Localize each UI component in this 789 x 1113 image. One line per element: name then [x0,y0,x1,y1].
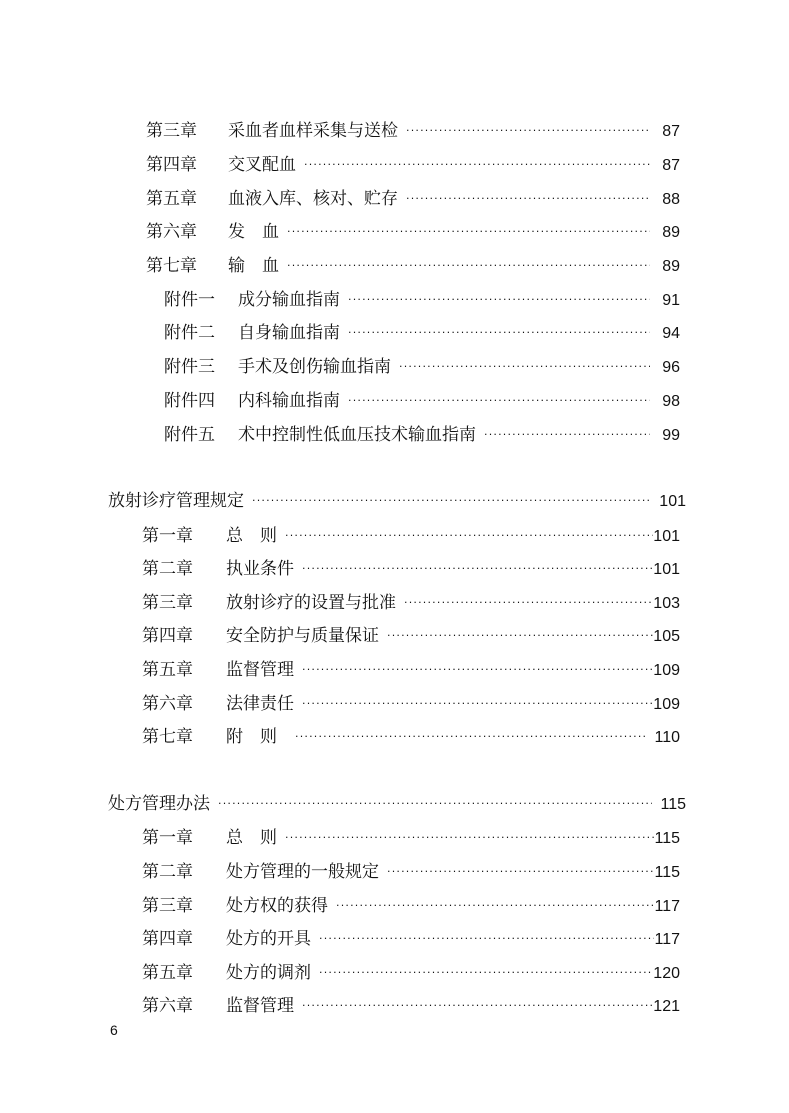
chapter-title: 安全防护与质量保证 [226,626,379,646]
page-number: 109 [653,662,680,679]
chapter-number: 第四章 [142,626,193,646]
chapter-number: 第七章 [142,727,193,747]
dot-leader [252,495,652,506]
toc-entry[interactable] [142,588,680,612]
chapter-number: 第六章 [142,996,193,1016]
toc-entry[interactable] [142,655,680,679]
page-number: 89 [662,224,680,241]
dot-leader [387,866,654,877]
toc-entry[interactable] [142,958,680,982]
page-number: 94 [662,325,680,342]
appendix-number: 附件四 [164,391,215,411]
page-number: 105 [653,628,680,645]
chapter-title: 附 则 [226,727,277,747]
toc-entry[interactable] [142,621,680,645]
page-number: 121 [653,998,680,1015]
page-number: 115 [660,796,686,813]
section-title: 放射诊疗管理规定 [108,491,244,511]
toc-entry[interactable] [142,689,680,713]
dot-leader [302,563,653,574]
toc-entry[interactable] [142,554,680,578]
page-number: 109 [653,696,680,713]
toc-entry[interactable] [146,116,680,140]
chapter-title: 监督管理 [226,660,294,680]
chapter-title: 执业条件 [226,559,294,579]
dot-leader [348,294,650,305]
dot-leader [319,967,653,978]
chapter-title: 处方的开具 [226,929,311,949]
chapter-number: 第五章 [146,189,197,209]
chapter-title: 法律责任 [226,694,294,714]
dot-leader [218,798,652,809]
dot-leader [285,832,654,843]
footer-page-number: 6 [110,1022,118,1038]
chapter-number: 第六章 [142,694,193,714]
toc-entry[interactable] [164,386,680,410]
page-number: 110 [654,729,680,746]
dot-leader [287,260,650,271]
chapter-number: 第二章 [142,559,193,579]
chapter-number: 第一章 [142,828,193,848]
page-number: 91 [662,292,680,309]
toc-entry[interactable] [142,924,680,948]
toc-entry[interactable] [146,251,680,275]
chapter-title: 监督管理 [226,996,294,1016]
dot-leader [285,530,653,541]
appendix-title: 术中控制性低血压技术输血指南 [238,425,476,445]
dot-leader [302,1000,653,1011]
page-number: 101 [659,493,686,510]
chapter-number: 第三章 [142,896,193,916]
toc-entry[interactable] [142,857,680,881]
dot-leader [348,327,650,338]
toc-entry[interactable] [142,823,680,847]
toc-entry[interactable] [164,420,680,444]
appendix-title: 自身输血指南 [238,323,340,343]
section-title: 处方管理办法 [108,794,210,814]
page-number: 101 [653,561,680,578]
toc-entry[interactable] [142,722,680,746]
page-number: 87 [662,157,680,174]
chapter-number: 第七章 [146,256,197,276]
page-number: 120 [653,965,680,982]
chapter-number: 第五章 [142,660,193,680]
appendix-title: 成分输血指南 [238,290,340,310]
toc-entry[interactable] [164,285,680,309]
chapter-number: 第四章 [146,155,197,175]
dot-leader [348,395,650,406]
page-number: 87 [662,123,680,140]
chapter-number: 第三章 [142,593,193,613]
toc-section-heading[interactable] [108,789,686,813]
chapter-title: 处方管理的一般规定 [226,862,379,882]
toc-entry[interactable] [164,318,680,342]
chapter-number: 第四章 [142,929,193,949]
chapter-number: 第六章 [146,222,197,242]
toc-entry[interactable] [164,352,680,376]
chapter-title: 处方的调剂 [226,963,311,983]
dot-leader [319,933,654,944]
chapter-title: 总 则 [226,526,277,546]
chapter-number: 第三章 [146,121,197,141]
dot-leader [484,429,650,440]
dot-leader [387,630,653,641]
dot-leader [406,193,650,204]
appendix-number: 附件二 [164,323,215,343]
toc-entry[interactable] [142,521,680,545]
page-number: 103 [653,595,680,612]
dot-leader [302,698,653,709]
chapter-number: 第五章 [142,963,193,983]
toc-entry[interactable] [146,217,680,241]
page-number: 88 [662,191,680,208]
appendix-number: 附件一 [164,290,215,310]
page-number: 117 [654,898,680,915]
toc-entry[interactable] [146,150,680,174]
page-number: 89 [662,258,680,275]
toc-section-heading[interactable] [108,486,686,510]
chapter-title: 采血者血样采集与送检 [228,121,398,141]
appendix-title: 手术及创伤输血指南 [238,357,391,377]
dot-leader [336,900,654,911]
page-number: 96 [662,359,680,376]
appendix-title: 内科输血指南 [238,391,340,411]
dot-leader [406,125,650,136]
chapter-title: 输 血 [228,256,279,276]
dot-leader [404,597,653,608]
chapter-title: 交叉配血 [228,155,296,175]
page-number: 98 [662,393,680,410]
dot-leader [287,226,650,237]
page-number: 117 [654,931,680,948]
dot-leader [302,664,653,675]
chapter-title: 发 血 [228,222,279,242]
toc-entry[interactable] [142,991,680,1015]
chapter-title: 总 则 [226,828,277,848]
chapter-number: 第二章 [142,862,193,882]
appendix-number: 附件五 [164,425,215,445]
page-number: 99 [662,427,680,444]
dot-leader [295,731,646,742]
appendix-number: 附件三 [164,357,215,377]
chapter-title: 血液入库、核对、贮存 [228,189,398,209]
dot-leader [399,361,650,372]
toc-entry[interactable] [142,891,680,915]
page-number: 101 [653,528,680,545]
chapter-title: 放射诊疗的设置与批准 [226,593,396,613]
chapter-title: 处方权的获得 [226,896,328,916]
page-number: 115 [654,830,680,847]
dot-leader [304,159,650,170]
chapter-number: 第一章 [142,526,193,546]
toc-entry[interactable] [146,184,680,208]
page-number: 115 [654,864,680,881]
